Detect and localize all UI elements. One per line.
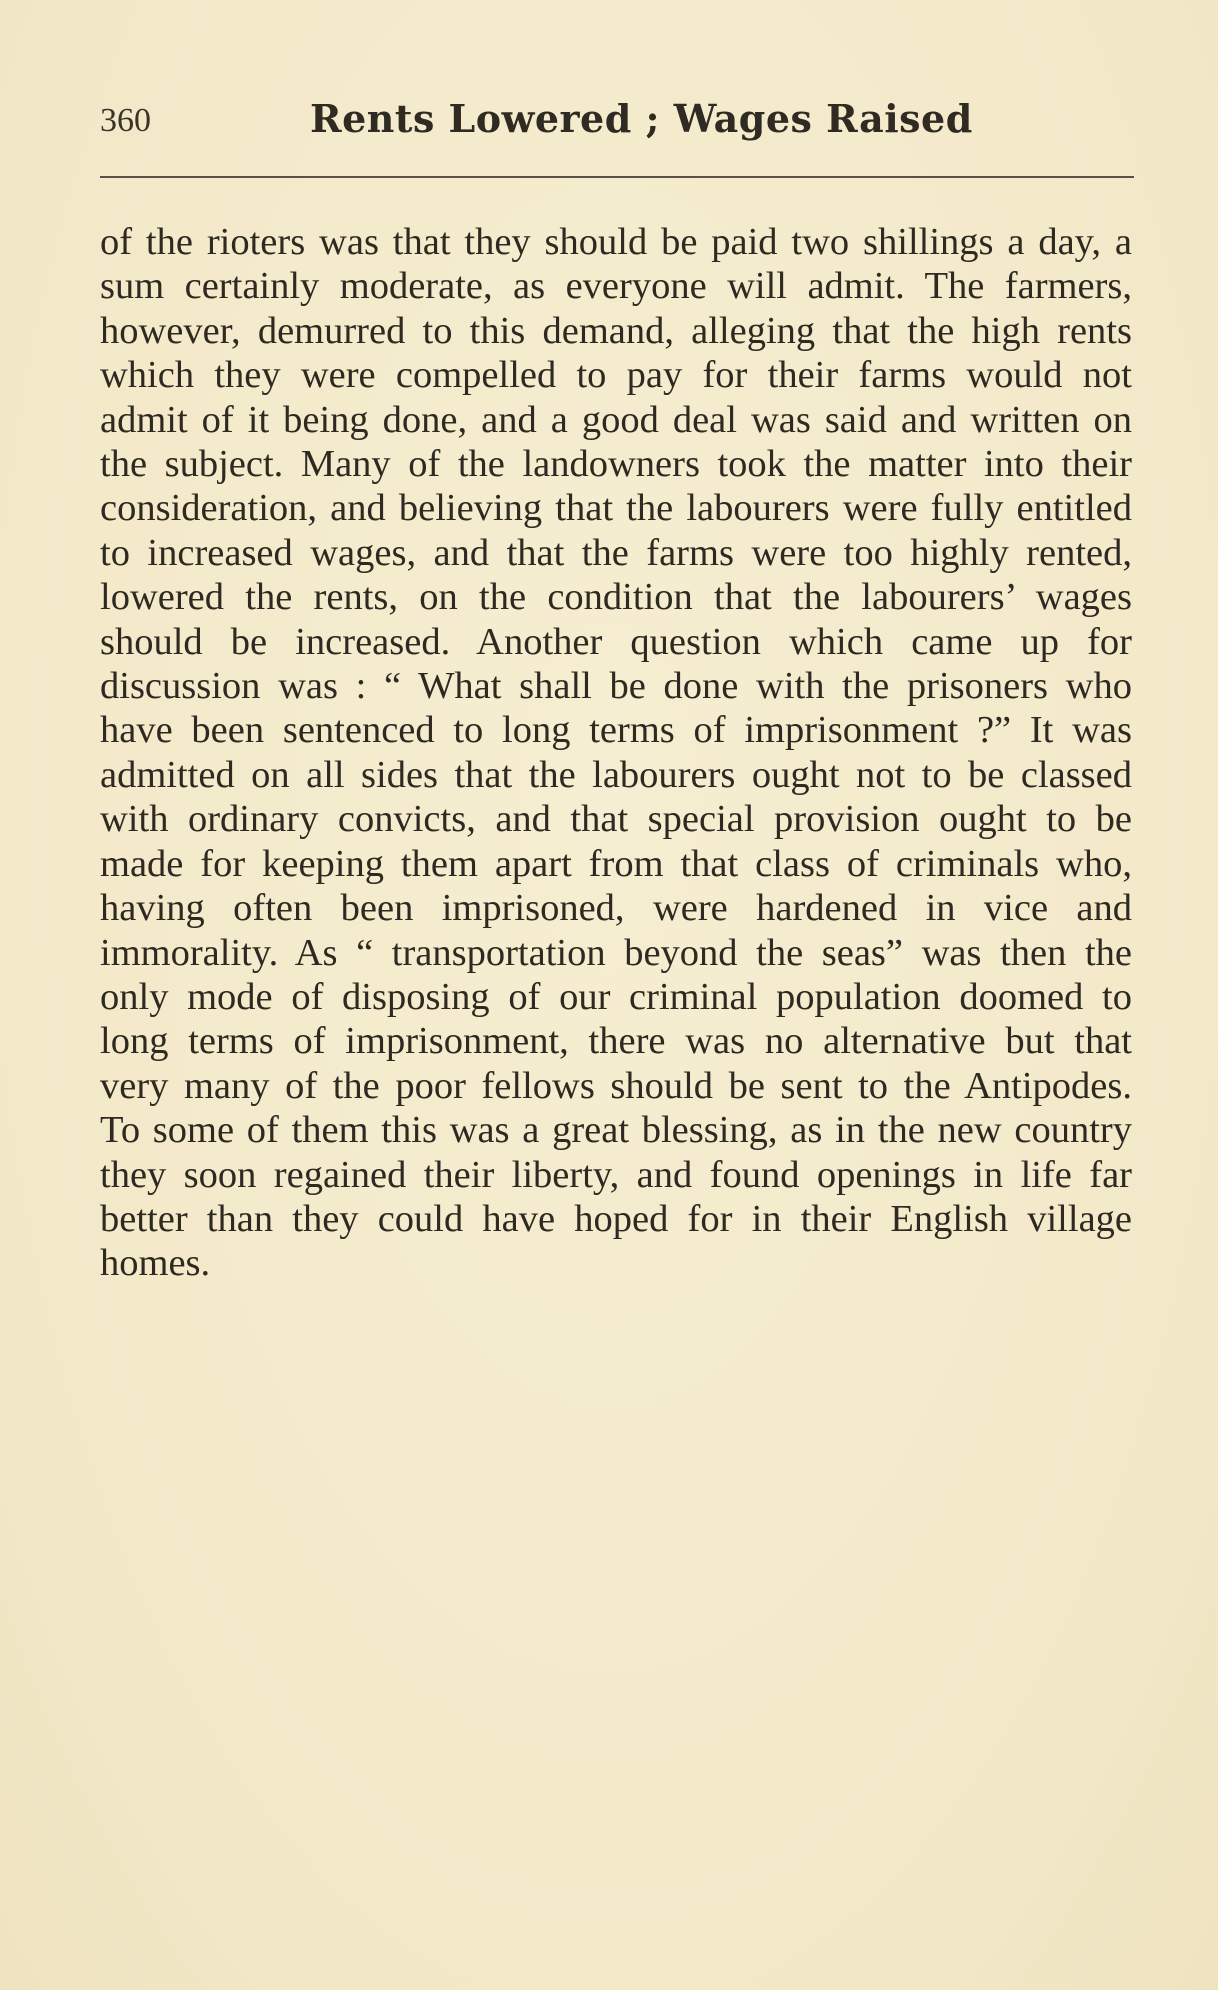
body-paragraph: of the rioters was that they should be paid two shillings a day, a sum certainly moderate, as everyone will admit. The farmers, however, demurred to this demand, alleging that the high rents which they were compelled to pay for their farms would not admit of it being done, and a good deal was said and written on the subject. Many of the landowners took the matter into their consideration, and believing that the labourers were fully entitled to increased wages, and that the farms were too highly rented, lowered the rents, on the condition that the labourers’ wages should be increased. Another question which came up for discussion was : “ What shall be done with the prisoners who have been sentenced to long terms of imprisonment ?” It was admitted on all sides that the labourers ought not to be classed with ordinary convicts, and that special provision ought to be made for keeping them apart from that class of criminals who, having often been imprisoned, were hardened in vice and immorality. As “ transportation beyond the seas” was then the only mode of disposing of our criminal population doomed to long terms of imprisonment, there was no alternative but that very many of the poor fellows should be sent to the Antipodes. To some of them this was a great blessing, as in the new country they soon regained their liberty, and found openings in life far better than they could have hoped for in their English village homes. xyxy=(100,221,1132,1285)
page-number: 360 xyxy=(100,102,151,139)
header-rule xyxy=(100,176,1134,178)
page-header xyxy=(100,96,1132,156)
running-head: Rents Lowered ; Wages Raised xyxy=(310,96,973,141)
